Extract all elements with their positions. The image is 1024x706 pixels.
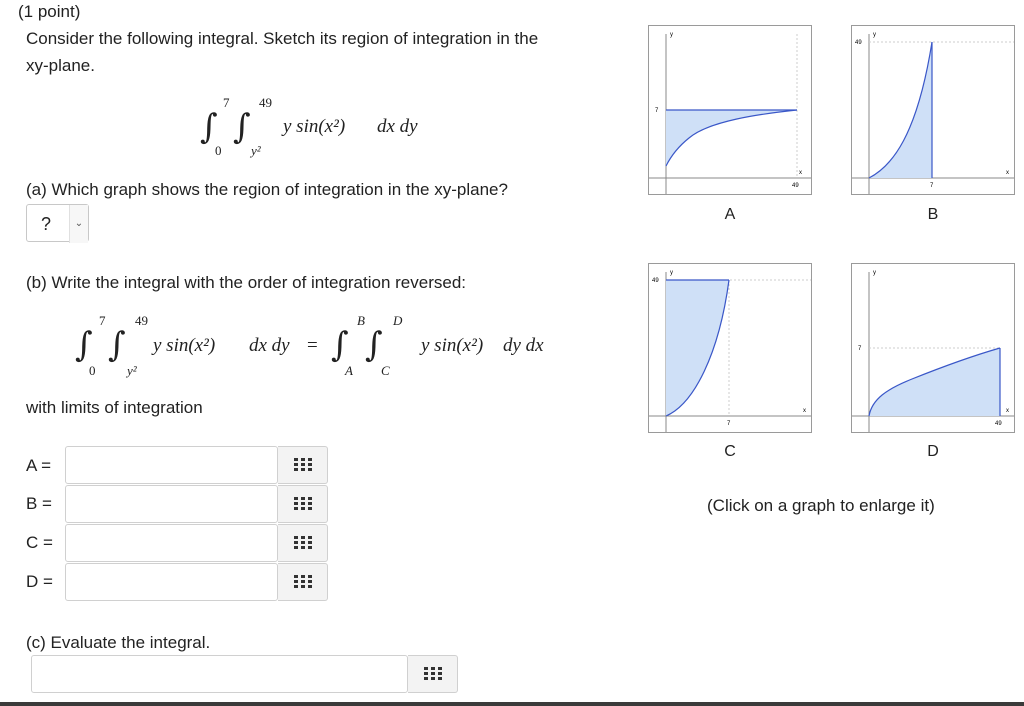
- evaluate-input[interactable]: [31, 655, 408, 693]
- graph-d[interactable]: [851, 263, 1015, 433]
- grid-icon: [294, 497, 312, 511]
- grid-icon: [294, 536, 312, 550]
- integral-sign-outer: ∫: [75, 325, 93, 365]
- label-a: A =: [26, 456, 52, 475]
- integral-sign-outer: ∫: [200, 107, 218, 147]
- axis-y-label: y: [670, 32, 673, 38]
- reversed-outer-lower: A: [345, 363, 353, 378]
- grid-icon: [294, 575, 312, 589]
- graph-c-plot: [649, 264, 811, 432]
- label-d: D =: [26, 572, 53, 591]
- graph-b-plot: [852, 26, 1014, 194]
- region-fill: [666, 110, 797, 166]
- graph-b[interactable]: [851, 25, 1015, 195]
- axis-y-label: y: [873, 32, 876, 38]
- tick-label: 49: [652, 278, 659, 284]
- graph-select[interactable]: [26, 204, 89, 242]
- grid-icon: [294, 458, 312, 472]
- graph-d-label: D: [927, 443, 939, 460]
- inner-lower-limit: y²: [251, 143, 261, 158]
- integral-sign-inner: ∫: [108, 325, 126, 365]
- axis-y-label: y: [873, 270, 876, 276]
- graph-c-label: C: [724, 443, 736, 460]
- part-a-question: (a) Which graph shows the region of integration in the xy-plane?: [26, 180, 508, 199]
- tick-label: 7: [655, 108, 659, 114]
- intro-line-2: xy-plane.: [26, 56, 95, 75]
- region-fill: [869, 42, 932, 178]
- equation-editor-button-a[interactable]: [278, 446, 328, 484]
- region-fill: [666, 280, 729, 416]
- graph-a[interactable]: [648, 25, 812, 195]
- differentials: dx dy: [377, 116, 418, 137]
- tick-label: 49: [855, 40, 862, 46]
- region-fill: [869, 348, 1000, 416]
- label-c: C =: [26, 533, 53, 552]
- equation-editor-button-d[interactable]: [278, 563, 328, 601]
- tick-label: 7: [930, 183, 934, 189]
- limit-d-input[interactable]: [65, 563, 278, 601]
- grid-icon: [424, 667, 442, 681]
- graph-a-plot: [649, 26, 811, 194]
- reversed-integrand: y sin(x²): [421, 335, 484, 356]
- limit-c-input[interactable]: [65, 524, 278, 562]
- inner-upper-limit: 49: [135, 313, 148, 328]
- graph-c[interactable]: [648, 263, 812, 433]
- graph-select-value: ?: [40, 214, 51, 234]
- limit-a-input[interactable]: [65, 446, 278, 484]
- equation-editor-button-b[interactable]: [278, 485, 328, 523]
- reversed-inner-upper: D: [393, 313, 403, 328]
- equation-editor-button-evaluate[interactable]: [408, 655, 458, 693]
- chevron-down-icon: ⌄: [69, 205, 88, 243]
- axis-y-label: y: [670, 270, 673, 276]
- integral-sign-inner: ∫: [233, 107, 251, 147]
- reversed-inner-lower: C: [381, 363, 390, 378]
- differentials: dx dy: [249, 335, 290, 356]
- part-c-question: (c) Evaluate the integral.: [26, 633, 211, 652]
- inner-lower-limit: y²: [127, 363, 137, 378]
- tick-label: 7: [727, 421, 731, 427]
- points-label: (1 point): [18, 2, 81, 21]
- equals-sign: =: [307, 335, 318, 356]
- part-b-question: (b) Write the integral with the order of integration reversed:: [26, 273, 467, 292]
- axis-x-label: x: [799, 170, 802, 176]
- graph-d-plot: [852, 264, 1014, 432]
- integrand: y sin(x²): [153, 335, 216, 356]
- graph-a-label: A: [724, 206, 736, 223]
- tick-label: 49: [995, 421, 1002, 427]
- tick-label: 49: [792, 183, 799, 189]
- reversed-differentials: dy dx: [503, 335, 544, 356]
- inner-upper-limit: 49: [259, 95, 272, 110]
- integral-sign-reversed-inner: ∫: [365, 325, 383, 365]
- bottom-border: [0, 702, 1024, 706]
- graph-b-label: B: [927, 206, 939, 223]
- axis-x-label: x: [1006, 408, 1009, 414]
- reversed-outer-upper: B: [357, 313, 365, 328]
- limits-caption: with limits of integration: [26, 398, 203, 417]
- outer-upper-limit: 7: [223, 95, 230, 110]
- limit-b-input[interactable]: [65, 485, 278, 523]
- axis-x-label: x: [1006, 170, 1009, 176]
- equation-editor-button-c[interactable]: [278, 524, 328, 562]
- integrand: y sin(x²): [283, 116, 346, 137]
- enlarge-hint: (Click on a graph to enlarge it): [707, 496, 935, 515]
- axis-x-label: x: [803, 408, 806, 414]
- outer-lower-limit: 0: [215, 143, 222, 158]
- tick-label: 7: [858, 346, 862, 352]
- intro-line-1: Consider the following integral. Sketch its region of integration in the: [26, 29, 539, 48]
- original-integral: [195, 92, 455, 162]
- outer-lower-limit: 0: [89, 363, 96, 378]
- integral-sign-reversed-outer: ∫: [331, 325, 349, 365]
- outer-upper-limit: 7: [99, 313, 106, 328]
- label-b: B =: [26, 494, 52, 513]
- reversed-integral-equation: [75, 310, 575, 382]
